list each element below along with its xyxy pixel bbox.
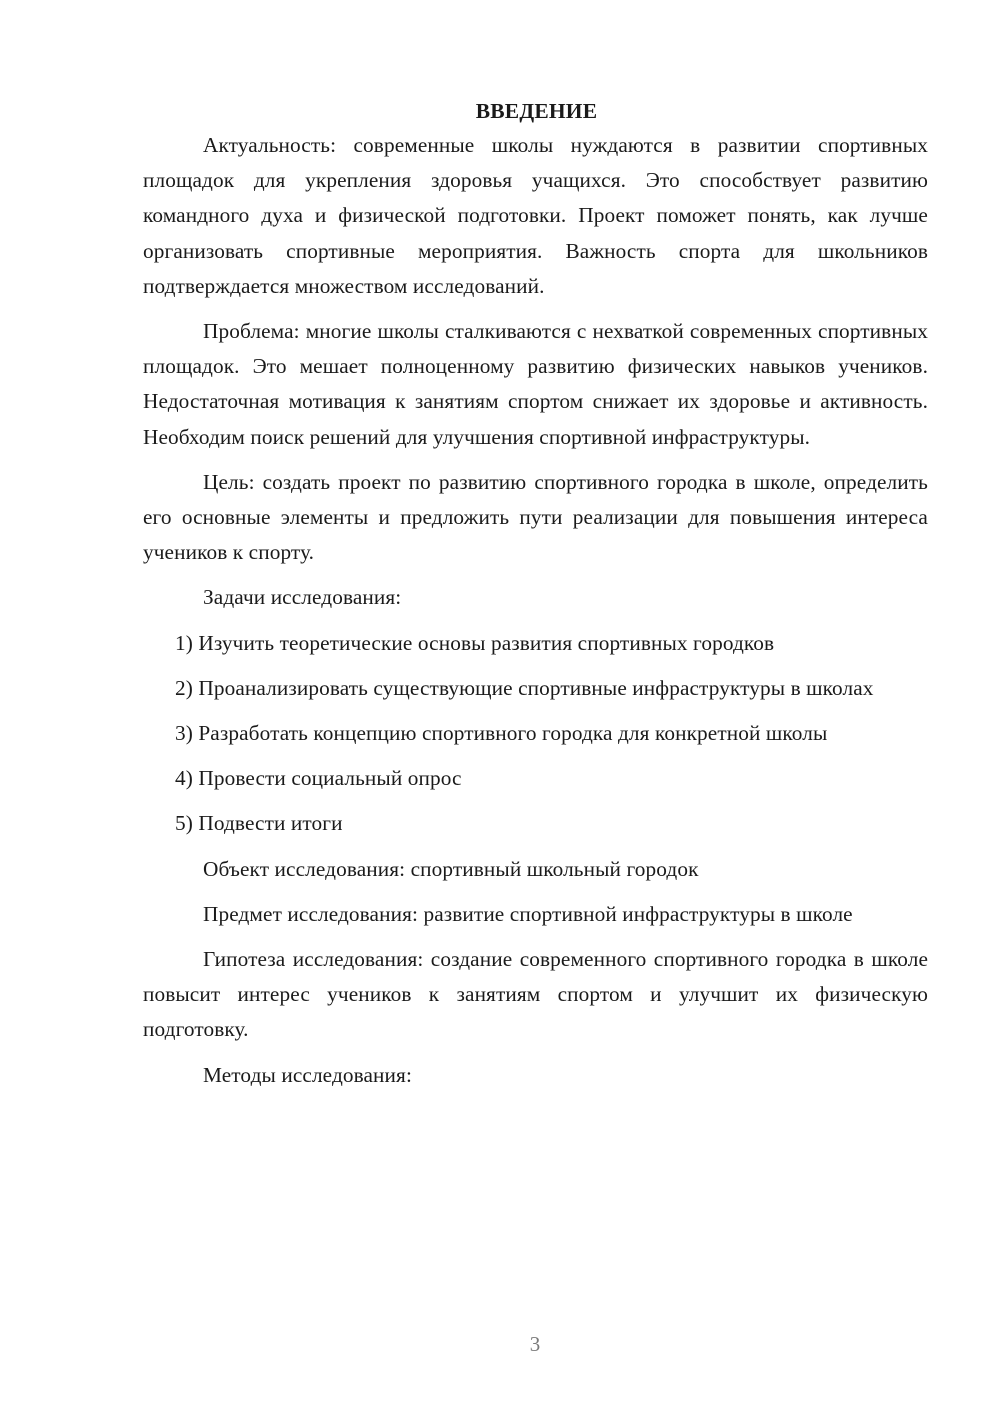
task-item-1: 1) Изучить теоретические основы развития спортивных городков xyxy=(175,630,775,655)
hypothesis-paragraph: Гипотеза исследования: создание современного спортивного городка в школе повысит интерес учеников к занятиям спортом и улучшит их физическую подготовку. xyxy=(143,947,928,1042)
tasks-title: Задачи исследования: xyxy=(203,585,402,610)
page-heading: ВВЕДЕНИЕ xyxy=(475,99,598,123)
tasks-list xyxy=(143,626,928,842)
goal-paragraph: Цель: создать проект по развитию спортивного городка в школе, определить его основные элементы и предложить пути реализации для повышения интереса учеников к спорту. xyxy=(143,469,928,565)
subject-paragraph: Предмет исследования: развитие спортивной инфраструктуры в школе xyxy=(203,901,853,926)
document-page xyxy=(143,94,928,1093)
object-paragraph: Объект исследования: спортивный школьный городок xyxy=(203,856,699,881)
problem-paragraph: Проблема: многие школы сталкиваются с нехваткой современных спортивных площадок. Это мешает полноценному развитию физических навыков учеников. Недостаточная мотивация к занятиям спортом снижает их здоровье и активность. Необходим поиск решений для улучшения спортивной инфраструктуры. xyxy=(143,319,928,449)
methods-title: Методы исследования: xyxy=(203,1062,412,1087)
task-item-5: 5) Подвести итоги xyxy=(175,811,343,836)
page-number: 3 xyxy=(529,1332,541,1356)
relevance-paragraph: Актуальность: современные школы нуждаются в развитии спортивных площадок для укрепления здоровья учащихся. Это способствует развитию командного духа и физической подготовки. Проект поможет понять, как лучше организовать спортивные мероприятия. Важность спорта для школьников подтверждается множеством исследований. xyxy=(143,133,928,298)
task-item-3: 3) Разработать концепцию спортивного городка для конкретной школы xyxy=(175,721,828,746)
task-item-2: 2) Проанализировать существующие спортивные инфраструктуры в школах xyxy=(175,675,874,700)
task-item-4: 4) Провести социальный опрос xyxy=(175,766,462,791)
